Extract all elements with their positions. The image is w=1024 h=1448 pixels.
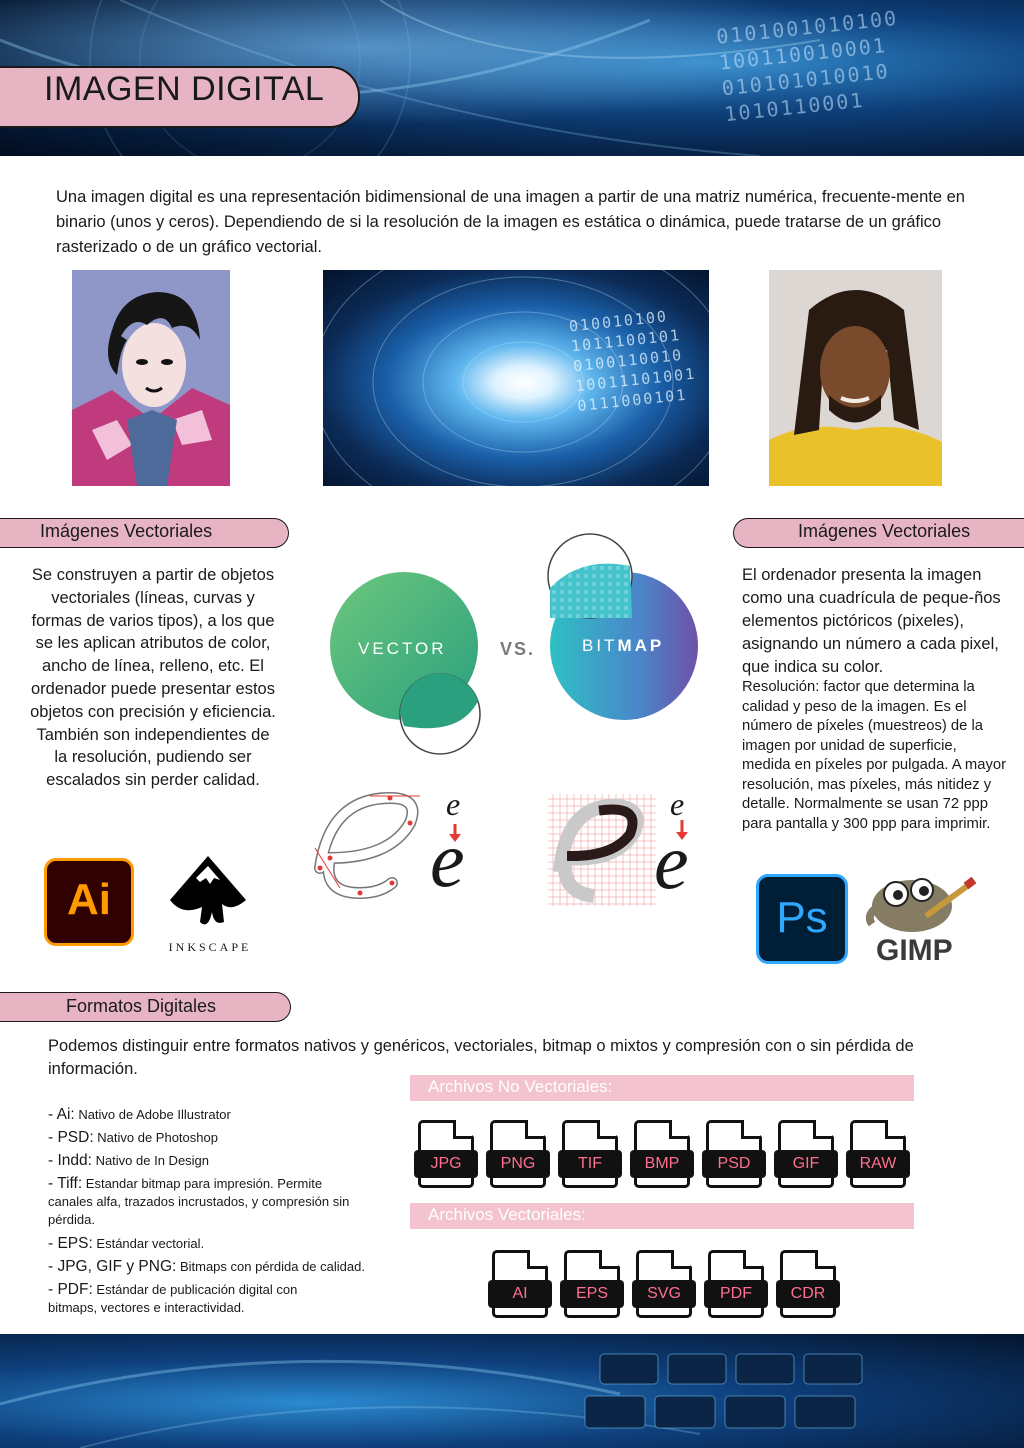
format-list-key: - PDF: [48, 1281, 93, 1298]
inkscape-icon [162, 852, 254, 932]
vector-glyph-large: e [430, 816, 465, 903]
format-list-key: - EPS: [48, 1235, 93, 1252]
file-icon-jpg [418, 1120, 474, 1186]
file-icon-cdr [780, 1250, 836, 1316]
format-list-desc: Estandar bitmap para impresión. Permite canales alfa, trazados incrustados, y compresión sin pérdida. [48, 1176, 350, 1227]
non-vector-files-bar [410, 1075, 914, 1101]
file-icon-fold [885, 1120, 904, 1139]
format-list-item [48, 1235, 408, 1253]
intro-paragraph: Una imagen digital es una representación bidimensional de una imagen a partir de una matriz numérica, frecuente-mente en binario (unos y ceros). Dependiendo de si la resolución de la imagen es estática o dinámica, puede tratarse de un gráfico rasterizado o de un gráfico vectorial. [56, 188, 965, 256]
bitmap-section-heading: Imágenes Vectoriales [798, 521, 971, 541]
tunnel-binary-text: 010010100 1011100101 0100110010 10011101001 0111000101 [568, 307, 698, 416]
file-icon-label: TIF [558, 1150, 622, 1178]
file-icon-fold [527, 1250, 546, 1269]
file-icon-label: RAW [846, 1150, 910, 1178]
vector-files-bar [410, 1203, 914, 1229]
photoshop-icon [756, 874, 848, 964]
gimp-icon [866, 866, 976, 938]
formats-section-heading: Formatos Digitales [66, 996, 217, 1016]
format-list-desc: Estándar vectorial. [92, 1236, 205, 1251]
format-list-desc: Estándar de publicación digital con bitmaps, vectores e interactividad. [48, 1282, 298, 1315]
footer-banner [0, 1334, 1024, 1448]
file-icon-ai [492, 1250, 548, 1316]
file-icon-png [490, 1120, 546, 1186]
file-icon-label: PSD [702, 1150, 766, 1178]
file-icon-label: GIF [774, 1150, 838, 1178]
file-icon-fold [669, 1120, 688, 1139]
illustrator-icon [44, 858, 134, 946]
file-icon-fold [743, 1250, 762, 1269]
file-icon-fold [813, 1120, 832, 1139]
file-icon-label: PNG [486, 1150, 550, 1178]
vector-section-heading: Imágenes Vectoriales [40, 521, 213, 541]
format-list-item [48, 1129, 408, 1147]
file-icon-bmp [634, 1120, 690, 1186]
format-list-item [48, 1258, 408, 1276]
format-list-key: - Ai: [48, 1106, 75, 1123]
format-list-item [48, 1152, 408, 1170]
bitmap-glyph-illustration [546, 792, 716, 910]
file-icon-label: BMP [630, 1150, 694, 1178]
bitmap-label [582, 636, 664, 656]
bitmap-section-text: El ordenador presenta la imagen como una cuadrícula de peque-ños elementos pictóricos (pixeles), asignando un número a cada pixel, que indica su color. [742, 566, 1001, 676]
bitmap-glyph-large: e [654, 818, 689, 905]
vs-label: VS. [500, 639, 536, 659]
file-icon-fold [525, 1120, 544, 1139]
format-list-key: - JPG, GIF y PNG: [48, 1258, 177, 1275]
footer-keyboard-graphic [0, 1334, 1024, 1448]
gimp-label: GIMP [876, 934, 953, 967]
bitmap-label-bold: MAP [617, 636, 665, 655]
file-icon-label: AI [488, 1280, 552, 1308]
bitmap-portrait-image [769, 270, 942, 486]
format-list-key: - Tiff: [48, 1175, 83, 1192]
format-list-key: - Indd: [48, 1152, 92, 1169]
file-icon-gif [778, 1120, 834, 1186]
file-icon-fold [597, 1120, 616, 1139]
file-icon-label: EPS [560, 1280, 624, 1308]
format-list-desc: Nativo de In Design [91, 1153, 210, 1168]
file-icon-pdf [708, 1250, 764, 1316]
format-list-desc: Nativo de Adobe Illustrator [74, 1107, 231, 1122]
file-icon-fold [599, 1250, 618, 1269]
file-icon-label: PDF [704, 1280, 768, 1308]
file-icon-label: SVG [632, 1280, 696, 1308]
format-list-desc: Nativo de Photoshop [93, 1130, 218, 1145]
file-icon-fold [815, 1250, 834, 1269]
file-icon-svg [636, 1250, 692, 1316]
file-icon-eps [564, 1250, 620, 1316]
format-list-item [48, 1281, 348, 1317]
file-icon-psd [706, 1120, 762, 1186]
header-binary-text: 0101001010100 100110010001 010101010010 1010110001 [715, 5, 900, 127]
file-icon-fold [453, 1120, 472, 1139]
file-icon-label: JPG [414, 1150, 478, 1178]
file-icon-fold [741, 1120, 760, 1139]
file-icon-fold [671, 1250, 690, 1269]
file-icon-tif [562, 1120, 618, 1186]
photoshop-icon-label: Ps [776, 893, 828, 942]
format-list-item [48, 1175, 368, 1229]
file-icon-raw [850, 1120, 906, 1186]
bitmap-resolution-text: Resolución: factor que determina la calidad y peso de la imagen. Es el número de píxeles (muestreos) de la imagen por unidad de superficie, medida en píxeles por pulgada. A mayor resolución, mas píxeles, más nitidez y detalle. Normalmente se usan 72 ppp para pantalla y 300 ppp para imprimir. [742, 679, 1007, 832]
illustrator-icon-label: Ai [67, 875, 111, 924]
vector-glyph-illustration [310, 788, 500, 908]
vector-files-title: Archivos Vectoriales: [428, 1205, 586, 1224]
format-list-desc: Bitmaps con pérdida de calidad. [176, 1259, 365, 1274]
formats-intro: Podemos distinguir entre formatos nativos y genéricos, vectoriales, bitmap o mixtos y compresión con o sin pérdida de información. [48, 1037, 914, 1078]
vector-glyph-small: e [446, 786, 461, 822]
non-vector-files-title: Archivos No Vectoriales: [428, 1077, 613, 1096]
format-list-item [48, 1106, 408, 1124]
format-list-key: - PSD: [48, 1129, 94, 1146]
bitmap-label-light: BIT [582, 636, 618, 655]
bitmap-glyph-small: e [670, 786, 685, 822]
vector-portrait-image [72, 270, 230, 486]
binary-tunnel-image [323, 270, 709, 486]
file-icon-label: CDR [776, 1280, 840, 1308]
page-title: IMAGEN DIGITAL [44, 70, 325, 108]
inkscape-label: INKSCAPE [168, 940, 252, 954]
vector-label: VECTOR [358, 639, 447, 658]
vector-section-text: Se construyen a partir de objetos vectoriales (líneas, curvas y formas de varios tipos), a los que se les aplican atributos de color, ancho de línea, relleno, etc. El ordenador puede presentar estos objetos con precisión y eficiencia. También son independientes de la resolución, pudiendo ser escalados sin perder calidad. [30, 566, 276, 790]
